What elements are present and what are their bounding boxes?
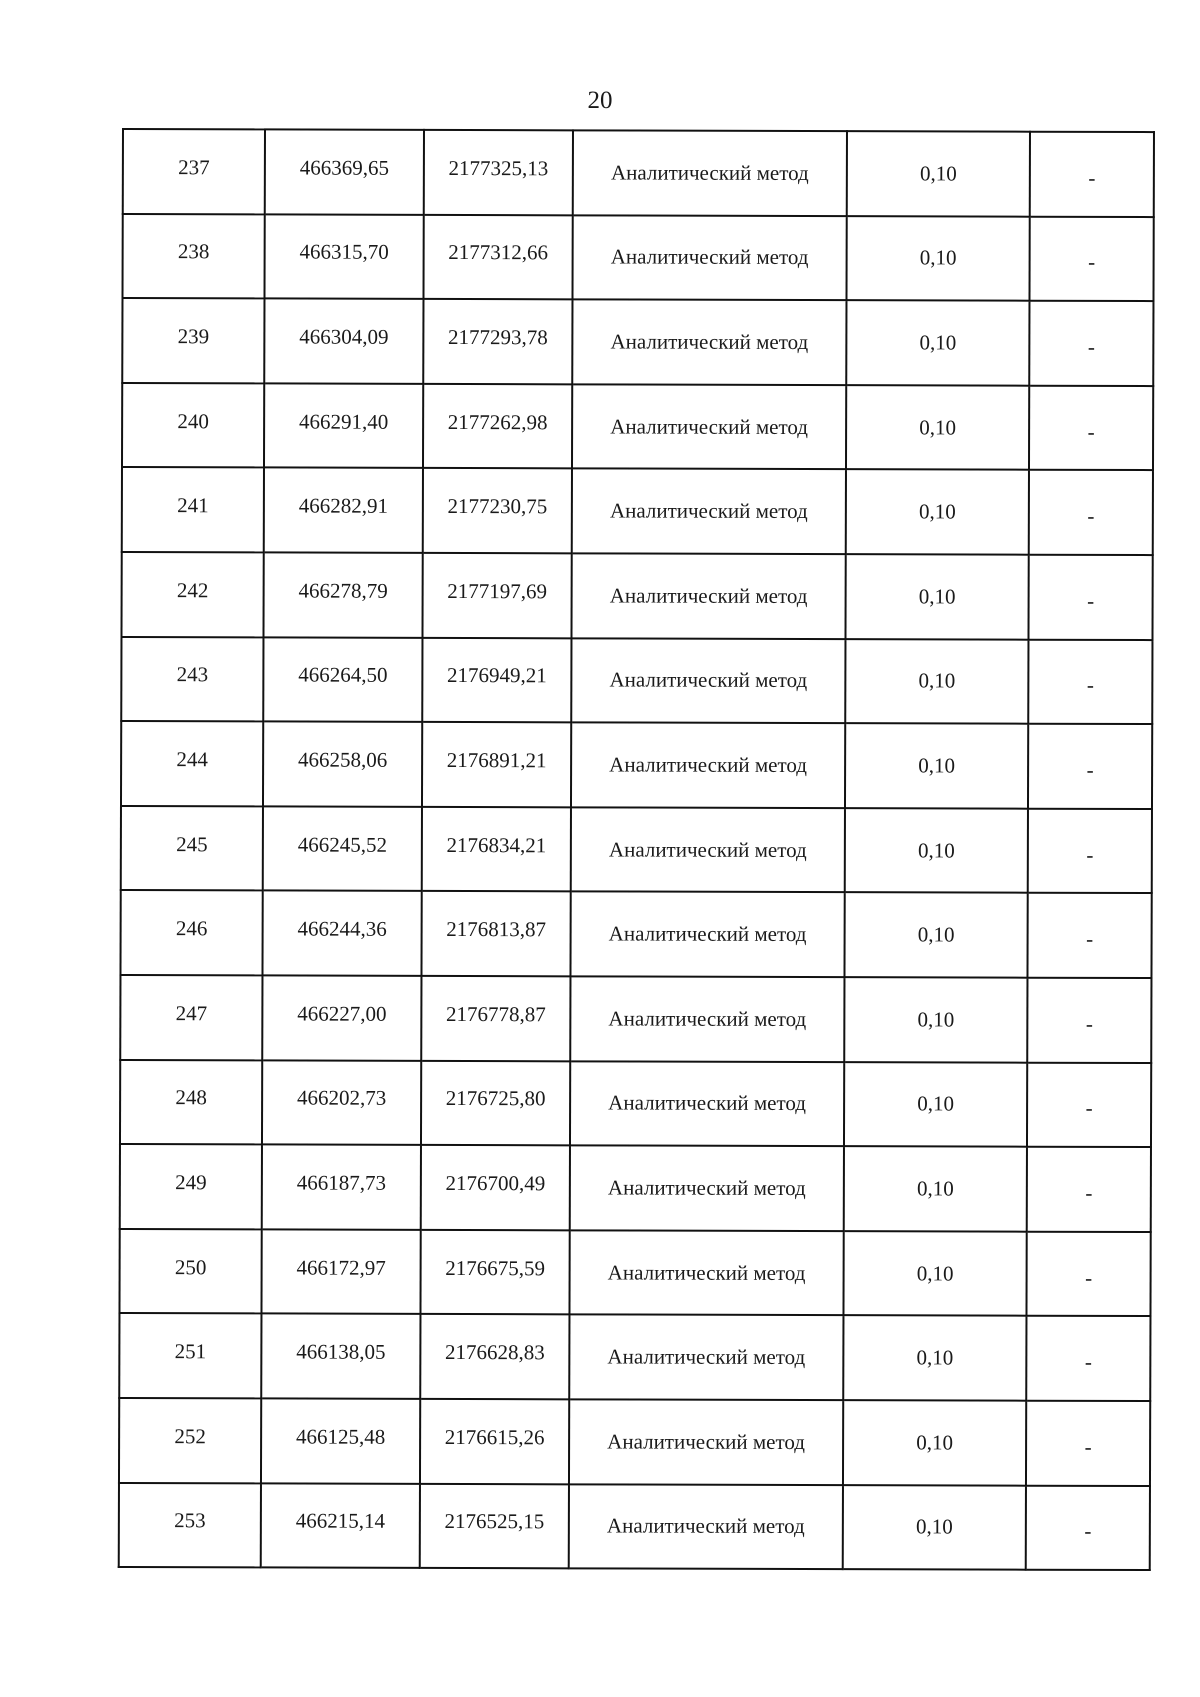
x-coordinate: 466172,97 — [296, 1255, 386, 1280]
description-dash: - — [1086, 927, 1094, 952]
x-coordinate: 466291,40 — [298, 409, 389, 434]
description-dash: - — [1087, 588, 1095, 613]
description-dash: - — [1085, 1180, 1093, 1205]
y-coordinate: 2176949,21 — [446, 663, 547, 688]
accuracy-cell — [845, 554, 1028, 639]
y-coordinate-cell — [422, 807, 571, 892]
point-number-cell — [120, 1060, 262, 1145]
table-row — [121, 552, 1152, 640]
point-number: 242 — [176, 577, 209, 603]
y-coordinate: 2177293,78 — [447, 324, 548, 350]
accuracy-value: 0,10 — [916, 1430, 954, 1455]
accuracy-value: 0,10 — [916, 1260, 954, 1285]
y-coordinate-cell — [420, 1399, 569, 1484]
x-coordinate: 466138,05 — [296, 1339, 386, 1364]
method-cell — [569, 1484, 843, 1569]
description-cell — [1026, 1485, 1150, 1570]
x-coordinate: 466264,50 — [298, 662, 388, 688]
description-cell — [1028, 724, 1152, 809]
description-cell — [1028, 555, 1152, 640]
accuracy-value: 0,10 — [917, 837, 955, 863]
x-coordinate: 466369,65 — [299, 155, 390, 180]
table-row — [122, 467, 1153, 555]
y-coordinate-cell — [420, 1230, 569, 1315]
point-number: 250 — [174, 1254, 207, 1279]
point-number: 247 — [175, 1000, 208, 1025]
x-coordinate: 466245,52 — [297, 832, 388, 857]
table-row — [120, 890, 1151, 978]
point-number-cell — [121, 806, 263, 891]
x-coordinate-cell — [261, 1483, 420, 1568]
coordinates-table-body — [119, 129, 1154, 1570]
method-cell — [570, 976, 844, 1061]
point-number-cell — [120, 1144, 262, 1229]
accuracy-value: 0,10 — [916, 1345, 954, 1370]
accuracy-value: 0,10 — [915, 1514, 953, 1539]
accuracy-cell — [844, 892, 1027, 977]
accuracy-cell — [844, 1062, 1027, 1147]
x-coordinate: 466282,91 — [298, 493, 389, 518]
point-number-cell — [123, 129, 265, 214]
point-number-cell — [122, 214, 264, 299]
x-coordinate: 466304,09 — [299, 324, 389, 349]
description-cell — [1026, 1231, 1150, 1316]
x-coordinate: 466215,14 — [295, 1508, 386, 1534]
point-number-cell — [121, 721, 263, 806]
x-coordinate-cell — [264, 383, 423, 468]
table-row — [119, 1313, 1150, 1401]
point-number: 251 — [174, 1339, 207, 1364]
method-text: Аналитический метод — [606, 1513, 805, 1539]
y-coordinate-cell — [420, 1483, 569, 1568]
method-cell — [571, 807, 845, 892]
point-number: 246 — [175, 916, 208, 941]
y-coordinate: 2177230,75 — [447, 494, 548, 519]
table-row — [121, 806, 1152, 894]
description-cell — [1028, 808, 1152, 893]
accuracy-value: 0,10 — [919, 245, 957, 270]
description-cell — [1026, 1316, 1150, 1401]
description-cell — [1029, 470, 1153, 555]
y-coordinate-cell — [421, 1145, 570, 1230]
y-coordinate: 2177312,66 — [448, 240, 549, 265]
method-cell — [572, 215, 846, 300]
description-cell — [1027, 978, 1151, 1063]
point-number: 248 — [175, 1085, 207, 1110]
table-row — [119, 1398, 1150, 1486]
description-dash: - — [1087, 504, 1095, 529]
x-coordinate: 466258,06 — [297, 747, 388, 772]
y-coordinate: 2176615,26 — [444, 1424, 545, 1449]
y-coordinate: 2177325,13 — [448, 155, 549, 181]
point-number: 249 — [175, 1170, 207, 1195]
method-text: Аналитический метод — [609, 583, 808, 608]
description-dash: - — [1084, 1434, 1092, 1459]
method-text: Аналитический метод — [608, 921, 807, 947]
description-cell — [1027, 893, 1151, 978]
description-cell — [1029, 301, 1153, 386]
accuracy-value: 0,10 — [918, 499, 956, 524]
method-cell — [569, 1315, 843, 1400]
accuracy-value: 0,10 — [918, 584, 956, 609]
description-cell — [1028, 639, 1152, 724]
accuracy-cell — [843, 1315, 1026, 1400]
method-text: Аналитический метод — [609, 667, 808, 693]
y-coordinate: 2176834,21 — [446, 832, 547, 857]
description-dash: - — [1087, 334, 1095, 359]
description-cell — [1029, 216, 1153, 301]
x-coordinate: 466315,70 — [299, 239, 389, 265]
y-coordinate-cell — [422, 637, 571, 722]
method-text: Аналитический метод — [607, 1175, 806, 1200]
point-number-cell — [122, 298, 264, 383]
accuracy-cell — [846, 470, 1029, 555]
description-dash: - — [1085, 1265, 1093, 1290]
accuracy-value: 0,10 — [916, 1176, 954, 1201]
table-row — [119, 1229, 1150, 1317]
accuracy-cell — [843, 1231, 1026, 1316]
y-coordinate: 2176675,59 — [445, 1255, 546, 1280]
method-cell — [571, 722, 845, 807]
y-coordinate: 2176813,87 — [446, 917, 547, 942]
description-dash: - — [1084, 1519, 1092, 1544]
description-dash: - — [1085, 1096, 1093, 1121]
accuracy-value: 0,10 — [918, 753, 956, 778]
point-number-cell — [121, 552, 263, 637]
accuracy-cell — [846, 216, 1029, 301]
x-coordinate-cell — [265, 129, 424, 214]
table-row — [122, 383, 1153, 471]
method-text: Аналитический метод — [607, 1259, 806, 1285]
method-cell — [571, 638, 845, 723]
accuracy-value: 0,10 — [919, 161, 957, 186]
x-coordinate-cell — [263, 722, 422, 807]
x-coordinate: 466125,48 — [295, 1424, 386, 1449]
description-dash: - — [1086, 842, 1094, 867]
y-coordinate: 2176700,49 — [445, 1170, 546, 1196]
method-cell — [569, 1230, 843, 1315]
x-coordinate-cell — [262, 975, 421, 1060]
accuracy-cell — [846, 300, 1029, 385]
x-coordinate-cell — [263, 806, 422, 891]
x-coordinate-cell — [264, 214, 423, 299]
description-cell — [1027, 1147, 1151, 1232]
x-coordinate-cell — [263, 637, 422, 722]
y-coordinate-cell — [421, 1060, 570, 1145]
point-number-cell — [119, 1313, 261, 1398]
description-cell — [1027, 1062, 1151, 1147]
table-row — [120, 975, 1151, 1063]
point-number: 252 — [174, 1423, 206, 1448]
table-row — [122, 214, 1153, 302]
method-cell — [570, 892, 844, 977]
method-cell — [569, 1399, 843, 1484]
x-coordinate: 466202,73 — [296, 1085, 387, 1111]
y-coordinate-cell — [423, 468, 572, 553]
point-number-cell — [120, 975, 262, 1060]
accuracy-value: 0,10 — [917, 1007, 955, 1032]
y-coordinate-cell — [424, 130, 573, 215]
point-number: 239 — [177, 324, 210, 349]
y-coordinate-cell — [423, 214, 572, 299]
y-coordinate-cell — [422, 553, 571, 638]
accuracy-cell — [845, 723, 1028, 808]
coordinates-table — [118, 128, 1155, 1571]
y-coordinate: 2177197,69 — [447, 578, 548, 604]
description-dash: - — [1085, 1011, 1093, 1036]
x-coordinate-cell — [264, 468, 423, 553]
point-number: 240 — [177, 408, 209, 433]
description-cell — [1026, 1401, 1150, 1486]
point-number-cell — [119, 1229, 261, 1314]
point-number: 237 — [178, 154, 210, 180]
table-row — [123, 129, 1154, 217]
x-coordinate: 466187,73 — [296, 1170, 387, 1195]
method-cell — [571, 553, 845, 638]
description-dash: - — [1086, 673, 1094, 698]
point-number: 253 — [174, 1508, 206, 1533]
accuracy-cell — [845, 639, 1028, 724]
y-coordinate-cell — [421, 891, 570, 976]
table-row — [120, 1060, 1151, 1148]
description-cell — [1029, 385, 1153, 470]
accuracy-cell — [843, 1400, 1026, 1485]
y-coordinate: 2176778,87 — [445, 1001, 546, 1026]
table-row — [121, 637, 1152, 725]
method-text: Аналитический метод — [610, 329, 809, 355]
method-text: Аналитический метод — [610, 414, 809, 439]
accuracy-cell — [844, 1146, 1027, 1231]
method-cell — [572, 384, 846, 469]
description-dash: - — [1088, 165, 1096, 190]
method-cell — [572, 300, 846, 385]
y-coordinate: 2176525,15 — [444, 1509, 545, 1534]
point-number-cell — [120, 890, 262, 975]
accuracy-cell — [846, 385, 1029, 470]
y-coordinate: 2176891,21 — [446, 747, 547, 773]
description-dash: - — [1087, 419, 1095, 444]
y-coordinate: 2176628,83 — [444, 1340, 545, 1365]
method-text: Аналитический метод — [608, 1006, 807, 1031]
x-coordinate: 466278,79 — [298, 578, 388, 603]
point-number-cell — [121, 637, 263, 722]
y-coordinate-cell — [420, 1314, 569, 1399]
point-number: 244 — [176, 747, 208, 772]
description-dash: - — [1086, 757, 1094, 782]
accuracy-value: 0,10 — [918, 668, 956, 693]
accuracy-cell — [843, 1485, 1026, 1570]
x-coordinate-cell — [262, 1145, 421, 1230]
x-coordinate-cell — [261, 1398, 420, 1483]
description-dash: - — [1084, 1349, 1092, 1374]
accuracy-cell — [845, 808, 1028, 893]
y-coordinate-cell — [422, 722, 571, 807]
y-coordinate-cell — [423, 299, 572, 384]
point-number: 238 — [177, 239, 210, 264]
table-row — [122, 298, 1153, 386]
x-coordinate-cell — [262, 1060, 421, 1145]
description-dash: - — [1088, 250, 1096, 275]
x-coordinate: 466244,36 — [297, 916, 387, 941]
method-text: Аналитический метод — [609, 752, 808, 777]
accuracy-cell — [847, 131, 1030, 216]
x-coordinate-cell — [262, 891, 421, 976]
point-number-cell — [119, 1398, 261, 1483]
point-number: 243 — [176, 662, 209, 687]
accuracy-value: 0,10 — [917, 922, 955, 947]
accuracy-value: 0,10 — [919, 330, 957, 355]
accuracy-cell — [844, 977, 1027, 1062]
accuracy-value: 0,10 — [917, 1091, 955, 1116]
method-text: Аналитический метод — [608, 1090, 807, 1116]
method-text: Аналитический метод — [610, 160, 809, 185]
x-coordinate-cell — [264, 299, 423, 384]
point-number: 245 — [176, 831, 208, 856]
y-coordinate: 2176725,80 — [445, 1086, 546, 1111]
method-cell — [570, 1145, 844, 1230]
method-text: Аналитический метод — [607, 1344, 806, 1370]
x-coordinate: 466227,00 — [297, 1001, 387, 1026]
table-row — [119, 1482, 1150, 1570]
description-cell — [1030, 132, 1154, 217]
point-number-cell — [119, 1482, 261, 1567]
page-number: 20 — [587, 87, 613, 114]
method-cell — [572, 469, 846, 554]
point-number: 241 — [177, 493, 209, 518]
method-cell — [573, 130, 847, 215]
method-cell — [570, 1061, 844, 1146]
method-text: Аналитический метод — [610, 244, 809, 270]
y-coordinate-cell — [421, 976, 570, 1061]
method-text: Аналитический метод — [608, 836, 807, 862]
x-coordinate-cell — [263, 552, 422, 637]
table-row — [120, 1144, 1151, 1232]
x-coordinate-cell — [261, 1314, 420, 1399]
table-row — [121, 721, 1152, 809]
y-coordinate-cell — [423, 384, 572, 469]
accuracy-value: 0,10 — [919, 414, 957, 440]
method-text: Аналитический метод — [607, 1429, 806, 1454]
point-number-cell — [122, 467, 264, 552]
method-text: Аналитический метод — [609, 498, 808, 524]
x-coordinate-cell — [261, 1229, 420, 1314]
y-coordinate: 2177262,98 — [447, 409, 548, 434]
point-number-cell — [122, 383, 264, 468]
